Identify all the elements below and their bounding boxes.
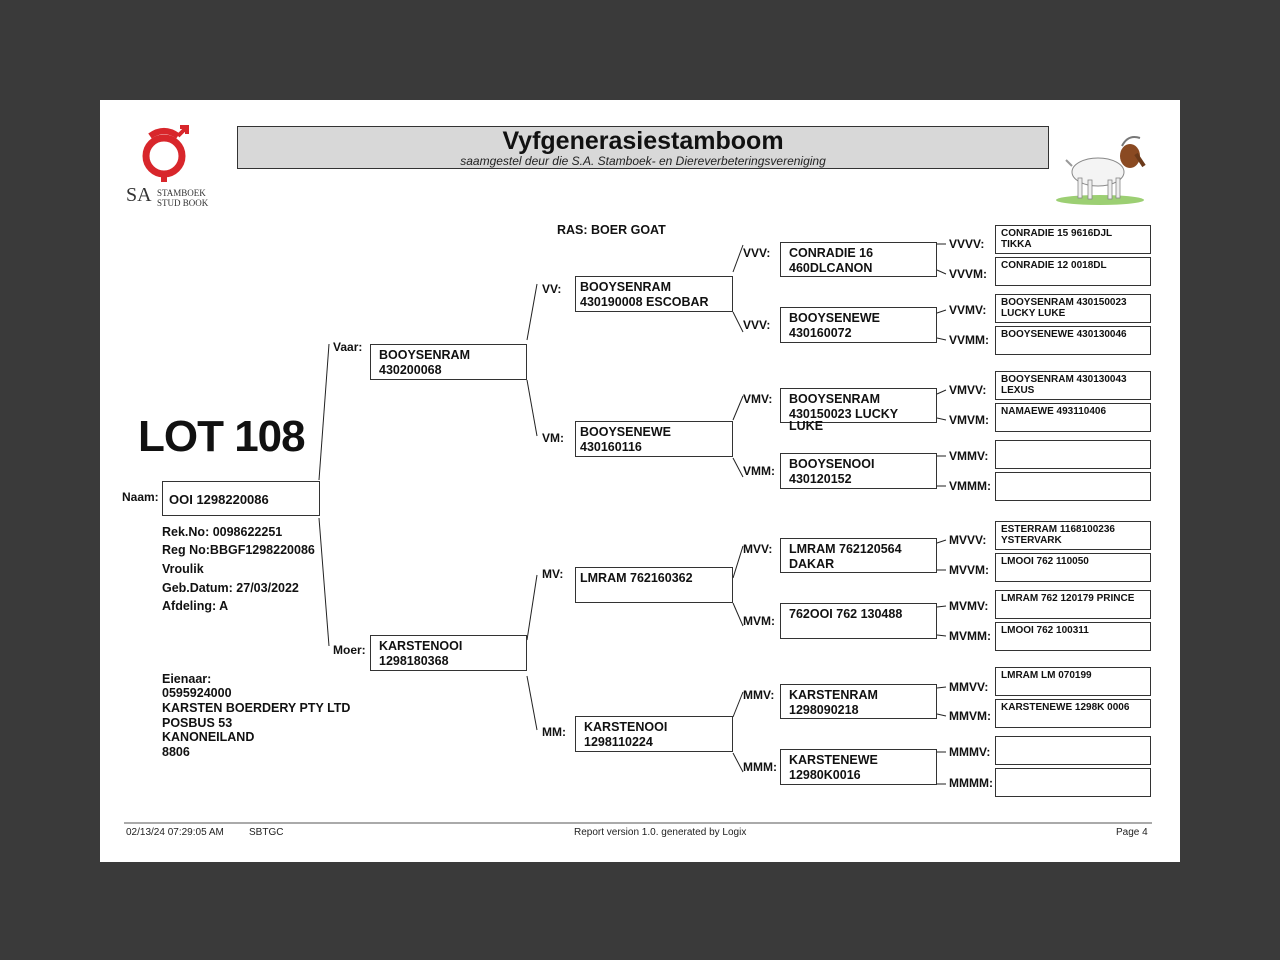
vvmm-line1: BOOYSENEWE 430130046: [1001, 329, 1127, 340]
vmvm-box: [995, 403, 1151, 432]
vvvm-line1: CONRADIE 12 0018DL: [1001, 260, 1107, 271]
document-subtitle: saamgestel deur die S.A. Stamboek- en Diereverbeteringsvereniging: [460, 154, 826, 168]
vvvv-box: [995, 225, 1151, 254]
section: Afdeling: A: [162, 599, 229, 613]
vm-line1: BOOYSENEWE: [580, 425, 671, 439]
mmm-line1: KARSTENEWE: [789, 753, 878, 767]
rek-no: Rek.No: 0098622251: [162, 525, 283, 539]
logo-stamboek-text: STAMBOEK: [157, 188, 206, 198]
mmvm-label: MMVM:: [949, 709, 991, 723]
vmvv-box: [995, 371, 1151, 400]
owner-number: 0595924000: [162, 686, 232, 700]
mmmv-box: [995, 736, 1151, 765]
vmv-line3: LUKE: [789, 419, 824, 433]
reg-no: Reg No:BBGF1298220086: [162, 543, 315, 557]
vaar-box: [370, 344, 527, 380]
breed-label: RAS: BOER GOAT: [557, 223, 666, 237]
vvm-line1: BOOYSENEWE: [789, 311, 880, 325]
vvv-label: VVV:: [743, 246, 771, 260]
pedigree-document: [100, 100, 1180, 862]
vmv-box: [780, 388, 937, 433]
vv-label: VV:: [542, 282, 562, 296]
mvvv-label: MVVV:: [949, 533, 987, 547]
moer-label: Moer:: [333, 643, 366, 657]
moer-line2: 1298180368: [379, 654, 449, 668]
footer-report: Report version 1.0. generated by Logix: [574, 827, 747, 838]
animal-name: OOI 1298220086: [169, 492, 269, 507]
owner-name: KARSTEN BOERDERY PTY LTD: [162, 701, 351, 715]
mmvv-label: MMVV:: [949, 680, 989, 694]
sex: Vroulik: [162, 562, 204, 576]
mmv-line1: KARSTENRAM: [789, 688, 878, 702]
mm-line2: 1298110224: [584, 735, 653, 749]
vmvv-line1: BOOYSENRAM 430130043: [1001, 374, 1127, 385]
vv-box: [575, 276, 733, 312]
mmm-label: MMM:: [743, 760, 777, 774]
mvmv-line1: LMRAM 762 120179 PRINCE: [1001, 593, 1135, 604]
vvvv-line1: CONRADIE 15 9616DJL TIKKA: [1001, 228, 1112, 250]
vmmv-label: VMMV:: [949, 449, 989, 463]
vvmv-line2: LUCKY LUKE: [1001, 308, 1066, 319]
owner-address1: POSBUS 53: [162, 716, 233, 730]
mv-label: MV:: [542, 567, 564, 581]
mmv-label: MMV:: [743, 688, 775, 702]
vvv-line1: CONRADIE 16: [789, 246, 874, 260]
mmvm-box: [995, 699, 1151, 728]
birth-date: Geb.Datum: 27/03/2022: [162, 581, 299, 595]
mvv-line2: DAKAR: [789, 557, 835, 571]
vmvm-line1: NAMAEWE 493110406: [1001, 406, 1107, 417]
vmvv-line2: LEXUS: [1001, 385, 1035, 396]
mvmm-line1: LMOOI 762 100311: [1001, 625, 1089, 636]
vmmm-box: [995, 472, 1151, 501]
vvvm-label: VVVM:: [949, 267, 988, 281]
document-title: Vyfgenerasiestamboom: [502, 127, 784, 155]
vv-line2: 430190008 ESCOBAR: [580, 295, 709, 309]
vmvm-label: VMVM:: [949, 413, 989, 427]
vvmv-box: [995, 294, 1151, 323]
vm-label: VM:: [542, 431, 564, 445]
mm-label: MM:: [542, 725, 566, 739]
mvmv-label: MVMV:: [949, 599, 989, 613]
vmmv-box: [995, 440, 1151, 469]
footer-page: Page 4: [1116, 827, 1148, 838]
mvvv-line2: YSTERVARK: [1001, 535, 1062, 546]
vvv-box: [780, 242, 937, 277]
vvm-label: VVV:: [743, 318, 771, 332]
mmm-line2: 12980K0016: [789, 768, 861, 782]
vvmm-label: VVMM:: [949, 333, 989, 347]
moer-line1: KARSTENOOI: [379, 639, 463, 653]
mm-line1: KARSTENOOI: [584, 720, 668, 734]
mvmv-box: [995, 590, 1151, 619]
mvv-box: [780, 538, 937, 573]
vvm-box: [780, 307, 937, 343]
mvvm-line1: LMOOI 762 110050: [1001, 556, 1089, 567]
mvvm-label: MVVM:: [949, 563, 989, 577]
mvvv-line1: ESTERRAM 1168100236: [1001, 524, 1115, 535]
mvm-label: MVM:: [743, 614, 775, 628]
mvm-box: [780, 603, 937, 639]
vmm-label: VMM:: [743, 464, 775, 478]
vmmm-label: VMMM:: [949, 479, 991, 493]
vvvv-label: VVVV:: [949, 237, 985, 251]
moer-box: [370, 635, 527, 671]
vv-line1: BOOYSENRAM: [580, 280, 671, 294]
mmv-box: [780, 684, 937, 719]
mmvv-box: [995, 667, 1151, 696]
vvv-line2: 460DLCANON: [789, 261, 873, 275]
mmmm-box: [995, 768, 1151, 797]
vmv-label: VMV:: [743, 392, 773, 406]
vmm-line1: BOOYSENOOI: [789, 457, 875, 471]
mv-box: [575, 567, 733, 603]
owner-postcode: 8806: [162, 745, 190, 759]
vmv-line2: 430150023 LUCKY: [789, 407, 899, 421]
vaar-label: Vaar:: [333, 340, 363, 354]
mvmm-box: [995, 622, 1151, 651]
mvv-label: MVV:: [743, 542, 773, 556]
vmvv-label: VMVV:: [949, 383, 987, 397]
vaar-line1: BOOYSENRAM: [379, 348, 470, 362]
owner-address2: KANONEILAND: [162, 730, 255, 744]
vvm-line2: 430160072: [789, 326, 852, 340]
lot-number: LOT 108: [138, 412, 305, 461]
mvv-line1: LMRAM 762120564: [789, 542, 902, 556]
mmmm-label: MMMM:: [949, 776, 993, 790]
mmvv-line1: LMRAM LM 070199: [1001, 670, 1092, 681]
vmm-line2: 430120152: [789, 472, 852, 486]
mmv-line2: 1298090218: [789, 703, 859, 717]
vvvm-box: [995, 257, 1151, 286]
mmvm-line1: KARSTENEWE 1298K 0006: [1001, 702, 1130, 713]
vmv-line1: BOOYSENRAM: [789, 392, 880, 406]
vm-line2: 430160116: [580, 440, 642, 454]
mmm-box: [780, 749, 937, 785]
mvm-line1: 762OOI 762 130488: [789, 607, 903, 621]
logo-sa-text: SA: [126, 184, 152, 206]
mvvm-box: [995, 553, 1151, 582]
mvmm-label: MVMM:: [949, 629, 991, 643]
vaar-line2: 430200068: [379, 363, 442, 377]
footer-datetime: 02/13/24 07:29:05 AM: [126, 827, 224, 838]
vvmm-box: [995, 326, 1151, 355]
vvmv-line1: BOOYSENRAM 430150023: [1001, 297, 1127, 308]
mm-box: [575, 716, 733, 752]
mv-line1: LMRAM 762160362: [580, 571, 693, 585]
logo-studbook-text: STUD BOOK: [157, 198, 209, 208]
footer-code: SBTGC: [249, 827, 284, 838]
mvvv-box: [995, 521, 1151, 550]
vvmv-label: VVMV:: [949, 303, 987, 317]
name-label: Naam:: [122, 490, 159, 504]
animal-name-box: [162, 481, 320, 516]
vmm-box: [780, 453, 937, 489]
vm-box: [575, 421, 733, 457]
owner-label: Eienaar:: [162, 672, 212, 686]
mmmv-label: MMMV:: [949, 745, 991, 759]
